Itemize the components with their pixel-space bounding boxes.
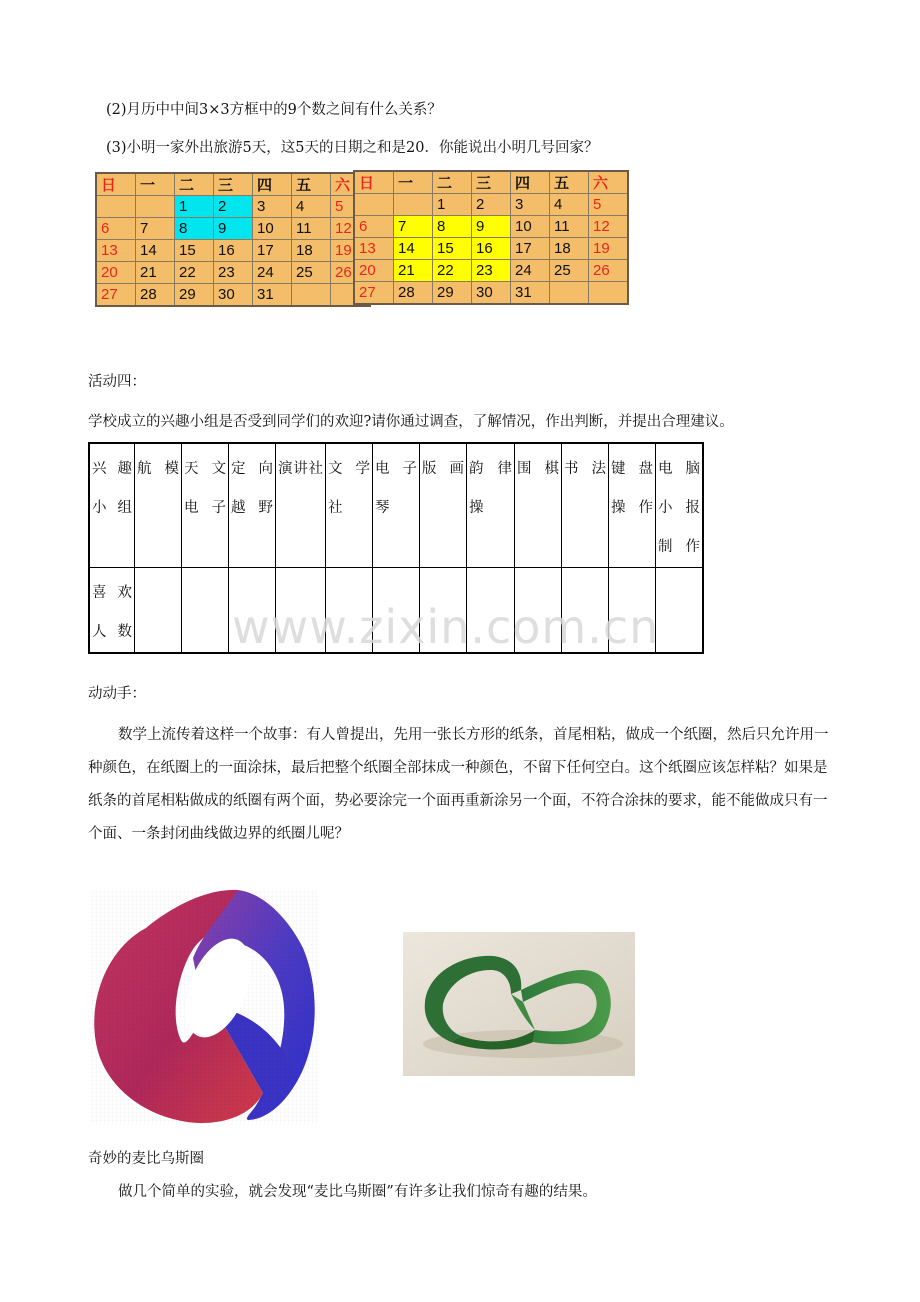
calendar-day-cell: 2: [472, 194, 511, 216]
calendar-day-cell: 19: [589, 238, 629, 260]
activity-4-text: 学校成立的兴趣小组是否受到同学们的欢迎?请你通过调查，了解情况，作出判断，并提出合理建议。: [88, 414, 734, 430]
calendar-day-cell: 10: [253, 218, 292, 240]
calendar-day-cell: [96, 196, 136, 218]
calendar-day-cell: 11: [550, 216, 589, 238]
calendar-day-cell: 18: [292, 240, 331, 262]
activity-4-title: 活动四：: [88, 374, 146, 390]
header-label-cell: 兴趣小组: [89, 443, 135, 568]
weekday-header: 六: [331, 173, 371, 196]
question-3: (3)小明一家外出旅游5天，这5天的日期之和是20．你能说出小明几号回家？: [106, 140, 599, 156]
row-label-cell: 喜欢人数: [89, 568, 135, 654]
weekday-header: 五: [550, 171, 589, 194]
calendar-day-cell: 12: [331, 218, 371, 240]
hands-on-title: 动动手：: [88, 686, 146, 702]
calendar-day-cell: 9: [214, 218, 253, 240]
calendar-day-cell: 1: [433, 194, 472, 216]
calendar-day-cell: 17: [511, 238, 550, 260]
interest-group-cell: 电脑小报制作: [656, 443, 704, 568]
calendar-week-row: [354, 216, 628, 238]
calendar-day-cell: 24: [253, 262, 292, 284]
mobius-paper-photo: [403, 932, 635, 1076]
calendar-day-cell: 21: [136, 262, 175, 284]
calendar-day-cell: [589, 282, 629, 305]
calendar-day-cell: 4: [292, 196, 331, 218]
calendar-day-cell: 20: [96, 262, 136, 284]
calendar-day-cell: 25: [292, 262, 331, 284]
calendar-day-cell: 15: [433, 238, 472, 260]
calendar-day-cell: [292, 284, 331, 307]
calendar-day-cell: 16: [214, 240, 253, 262]
interest-group-cell: 航模: [135, 443, 182, 568]
calendar-day-cell: 24: [511, 260, 550, 282]
final-text: 做几个简单的实验，就会发现“麦比乌斯圈”有许多让我们惊奇有趣的结果。: [118, 1184, 597, 1200]
interest-group-cell: 电子琴: [373, 443, 420, 568]
weekday-header: 三: [214, 173, 253, 196]
calendar-day-cell: 26: [589, 260, 629, 282]
interest-group-cell: 韵律操: [467, 443, 515, 568]
calendar-day-cell: 13: [354, 238, 394, 260]
calendar-right: [353, 170, 629, 305]
weekday-header: 三: [472, 171, 511, 194]
calendar-day-cell: 2: [214, 196, 253, 218]
story-paragraph: 数学上流传着这样一个故事：有人曾提出，先用一张长方形的纸条，首尾相粘，做成一个纸圈，然后只允许用一种颜色，在纸圈上的一面涂抹，最后把整个纸圈全部抹成一种颜色，不留下任何空白。这个纸圈应该怎样粘？如果是纸条的首尾相粘做成的纸圈有两个面，势必要涂完一个面再重新涂另一个面，不符合涂抹的要求，能不能做成只有一个面、一条封闭曲线做边界的纸圈儿呢？: [88, 727, 829, 842]
calendar-week-row: [96, 240, 370, 262]
calendar-day-cell: [550, 282, 589, 305]
calendar-day-cell: 11: [292, 218, 331, 240]
calendar-day-cell: 14: [136, 240, 175, 262]
calendar-day-cell: 21: [394, 260, 433, 282]
weekday-header: 日: [96, 173, 136, 196]
calendar-week-row: [354, 282, 628, 305]
weekday-header: 四: [253, 173, 292, 196]
calendar-day-cell: 1: [175, 196, 214, 218]
calendar-day-cell: 5: [331, 196, 371, 218]
calendar-day-cell: 28: [394, 282, 433, 305]
calendar-day-cell: 7: [136, 218, 175, 240]
weekday-header: 日: [354, 171, 394, 194]
weekday-header: 一: [136, 173, 175, 196]
calendar-day-cell: 18: [550, 238, 589, 260]
calendar-header-row: [354, 171, 628, 194]
calendar-day-cell: 29: [175, 284, 214, 307]
count-cell[interactable]: [656, 568, 704, 654]
interest-group-cell: 键盘操作: [609, 443, 656, 568]
weekday-header: 六: [589, 171, 629, 194]
calendar-day-cell: 13: [96, 240, 136, 262]
calendar-week-row: [354, 260, 628, 282]
calendar-day-cell: 9: [472, 216, 511, 238]
watermark: www.zixin.com.cn: [232, 600, 660, 654]
calendar-day-cell: 5: [589, 194, 629, 216]
interest-group-cell: 演讲社: [276, 443, 326, 568]
calendar-day-cell: 30: [214, 284, 253, 307]
calendar-week-row: [96, 218, 370, 240]
calendar-day-cell: 20: [354, 260, 394, 282]
count-cell[interactable]: [135, 568, 182, 654]
weekday-header: 二: [433, 171, 472, 194]
calendar-day-cell: 14: [394, 238, 433, 260]
calendar-day-cell: 27: [354, 282, 394, 305]
calendar-week-row: [354, 194, 628, 216]
interest-group-cell: 版画: [420, 443, 467, 568]
calendar-day-cell: 12: [589, 216, 629, 238]
interest-group-cell: 天文电子: [182, 443, 229, 568]
calendar-day-cell: 29: [433, 282, 472, 305]
calendar-day-cell: 23: [214, 262, 253, 284]
interest-group-cell: 书法: [562, 443, 609, 568]
calendar-day-cell: 31: [253, 284, 292, 307]
calendar-day-cell: [136, 196, 175, 218]
interest-group-cell: 围棋: [515, 443, 562, 568]
table-header-row: [89, 443, 703, 568]
calendar-day-cell: 8: [433, 216, 472, 238]
calendar-day-cell: 23: [472, 260, 511, 282]
calendar-day-cell: 15: [175, 240, 214, 262]
calendar-day-cell: 27: [96, 284, 136, 307]
count-cell[interactable]: [182, 568, 229, 654]
calendar-day-cell: 3: [511, 194, 550, 216]
weekday-header: 一: [394, 171, 433, 194]
calendar-left: [95, 172, 371, 307]
calendar-day-cell: 30: [472, 282, 511, 305]
calendar-day-cell: 10: [511, 216, 550, 238]
calendar-day-cell: 16: [472, 238, 511, 260]
calendar-week-row: [96, 284, 370, 307]
calendar-week-row: [354, 238, 628, 260]
calendar-header-row: [96, 173, 370, 196]
calendar-day-cell: 8: [175, 218, 214, 240]
calendar-day-cell: 17: [253, 240, 292, 262]
weekday-header: 五: [292, 173, 331, 196]
calendar-day-cell: 22: [433, 260, 472, 282]
calendar-day-cell: [354, 194, 394, 216]
calendar-week-row: [96, 196, 370, 218]
interest-group-cell: 定向越野: [229, 443, 276, 568]
calendar-day-cell: 4: [550, 194, 589, 216]
calendar-day-cell: 28: [136, 284, 175, 307]
calendar-day-cell: 6: [354, 216, 394, 238]
calendar-day-cell: 19: [331, 240, 371, 262]
calendar-day-cell: [394, 194, 433, 216]
calendar-day-cell: 6: [96, 218, 136, 240]
figure-caption: 奇妙的麦比乌斯圈: [88, 1151, 204, 1167]
question-2: (2)月历中中间3×3方框中的9个数之间有什么关系？: [106, 102, 442, 118]
interest-group-cell: 文学社: [326, 443, 373, 568]
calendar-day-cell: 31: [511, 282, 550, 305]
calendar-day-cell: 3: [253, 196, 292, 218]
calendar-week-row: [96, 262, 370, 284]
weekday-header: 四: [511, 171, 550, 194]
weekday-header: 二: [175, 173, 214, 196]
mobius-3d-image: [88, 888, 320, 1126]
calendar-day-cell: 22: [175, 262, 214, 284]
calendar-day-cell: 26: [331, 262, 371, 284]
calendar-day-cell: 25: [550, 260, 589, 282]
calendar-day-cell: 7: [394, 216, 433, 238]
